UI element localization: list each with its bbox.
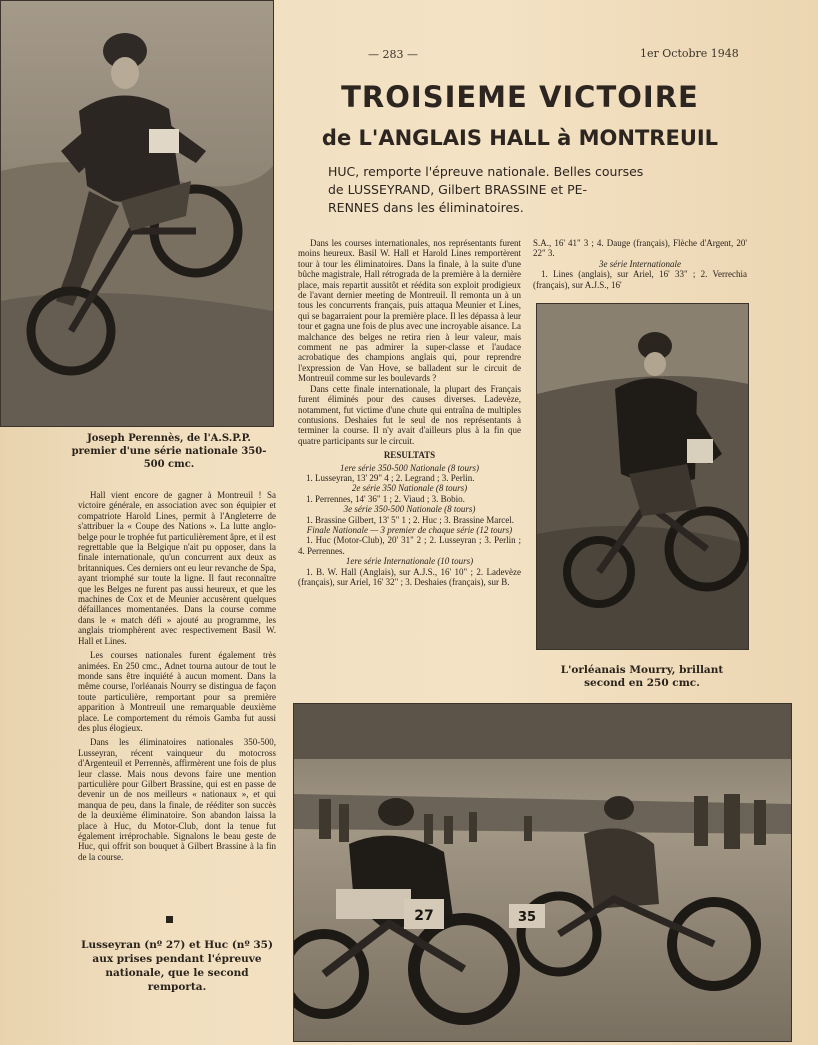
paragraph: Dans les éliminatoires nationales 350-500, Lusseyran, récent vainqueur du motocross d'Argenteuil et Perrennès, affirmèrent une fois de plus leur classe. Mais nous devons faire une mention particulière pour Gilbert Brassine, qui est en passe de devenir un de nos meilleurs « nationaux », et qui manqua de peu, dans la finale, de rééditer son succès de la deuxième éliminatoire. Son abandon laissa la place à Huc, du Motor-Club, dont la tenue fut également irréprochable. Signalons le beau geste de Huc, qui offrit son bouquet à Gilbert Brassine à la fin de la course. xyxy=(78,737,276,862)
caption-photo-mourry: L'orléanais Mourry, brillant second en 250 cmc. xyxy=(560,664,724,689)
results-series-lines: 1. Huc (Motor-Club), 20' 31" 2 ; 2. Lusseyran ; 3. Perlin ; 4. Perrennes. xyxy=(298,535,521,556)
results-series-title: Finale Nationale — 3 premier de chaque série (12 tours) xyxy=(306,524,513,535)
photo-perennes-image xyxy=(1,1,273,426)
photo-race-image xyxy=(294,704,791,1041)
results-series-lines: 1. Brassine Gilbert, 13' 5" 1 ; 2. Huc ; 3. Brassine Marcel. xyxy=(306,514,515,525)
paragraph: Hall vient encore de gagner à Montreuil ! Sa victoire générale, en association avec son équipier et compatriote Harold Lines, permit à l'Angleterre de s'attribuer la « Coupe des Nations ». La lutte anglo-belge pour le trophée fut particulièrement âpre, et il est regrettable que la Belgique n'ait pu opposer, dans la finale internationale, qu'un concurrent aux deux as britanniques. Ces derniers ont eu leur revanche de Spa, ayant triomphé sur toute la ligne. Il faut reconnaître que les Belges ne furent pas aussi heureux, et que les machines de Cox et de Meunier accusèrent quelques défaillances momentanées. Dans la course comme dans le « match défi » ajouté au programme, les anglais triomphèrent avec respectivement Basil W. Hall et Lines. xyxy=(78,490,276,646)
article-column-2 xyxy=(298,238,521,587)
subheadline-line: RENNES dans les éliminatoires. xyxy=(328,200,524,215)
photo-mourry xyxy=(536,303,749,650)
caption-photo-perennes: Joseph Perennès, de l'A.S.P.P. premier d'une série nationale 350-500 cmc. xyxy=(71,433,267,470)
subheadline xyxy=(328,163,718,217)
article-column-3 xyxy=(533,238,747,290)
subheadline-line: HUC, remporte l'épreuve nationale. Belles courses xyxy=(328,164,644,179)
page-number: — 283 — xyxy=(368,48,418,61)
paragraph: Dans cette finale internationale, la plupart des Français furent éliminés pour des causes diverses. Ladevèze, notamment, fut victime d'une chute qui entraîna de multiples contusions. Deshaies fut le seul de nos représentants à terminer la course. Il n'y avait d'ailleurs plus à la fin que quatre participants sur le circuit. xyxy=(298,383,521,446)
caption-photo-race: Lusseyran (nº 27) et Huc (nº 35) aux prises pendant l'épreuve nationale, que le second remporta. xyxy=(81,939,273,993)
issue-date: 1er Octobre 1948 xyxy=(640,47,739,60)
results-series-lines: 1. B. W. Hall (Anglais), sur A.J.S., 16' 10" ; 2. Ladevèze (français), sur Ariel, 16' 32" ; 3. Deshaies (français), sur B. xyxy=(298,566,521,587)
paragraph: Les courses nationales furent également très animées. En 250 cmc., Adnet tourna autour de tout le monde sans être inquiété à aucun moment. Dans la même course, l'orléanais Nourry se distingua de façon toute particulière, remportant pour sa première apparition à Montreuil une remarquable deuxième place. Le comportement du rémois Gamba fut aussi des plus élogieux. xyxy=(78,650,276,733)
results-series-lines: 1. Perrennes, 14' 36" 1 ; 2. Viaud ; 3. Bobio. xyxy=(306,493,465,504)
paragraph: Dans les courses internationales, nos représentants furent moins heureux. Basil W. Hall et Harold Lines remportèrent tour à tour les éliminatoires. Dans la finale, à la suite d'une bûche magistrale, Hall rétrograda de la première à la dernière place, mais repartit aussitôt et réédita son exploit prodigieux de l'avant dernier meeting de Montreuil. Il remonta un à un tous les concurrents français, puis attaqua Meunier et Lines, qui se bagarraient pour la première place. Il les dépassa à leur tour et gagna une fois de plus avec une incroyable aisance. La malchance des belges ne retira rien à leur valeur, mais comment ne pas admirer la super-classe et l'audace acrobatique des champions anglais qui, pour reprendre l'expression de Van Hove, se balladent sur le circuit de Montreuil comme sur les boulevards ? xyxy=(298,238,521,384)
results-heading: RESULTATS xyxy=(383,450,436,461)
section-bullet-square xyxy=(166,916,173,923)
results-series-title: 1ere série Internationale (10 tours) xyxy=(345,556,474,567)
results-series-title: 2e série 350 Nationale (8 tours) xyxy=(351,483,468,494)
rider-number-left: 27 xyxy=(414,908,434,924)
results-series-lines: 1. Lusseyran, 13' 29" 4 ; 2. Legrand ; 3. Perlin. xyxy=(306,472,475,483)
results-section xyxy=(298,450,521,587)
photo-perennes xyxy=(0,0,274,427)
article-column-1 xyxy=(78,490,276,862)
results-series-title: 1ere série 350-500 Nationale (8 tours) xyxy=(340,462,479,473)
photo-mourry-image xyxy=(537,304,748,649)
headline: TROISIEME VICTOIRE xyxy=(341,80,699,114)
results-series-title: 3e série 350-500 Nationale (8 tours) xyxy=(343,504,476,515)
headline-second-line: de L'ANGLAIS HALL à MONTREUIL xyxy=(321,126,719,150)
results-series-title: 3e série Internationale xyxy=(599,258,681,269)
rider-number-right: 35 xyxy=(517,910,537,925)
results-continuation: S.A., 16' 41" 3 ; 4. Dauge (français), Flèche d'Argent, 20' 22" 3. xyxy=(533,238,747,259)
photo-race xyxy=(293,703,792,1042)
results-series-lines: 1. Lines (anglais), sur Ariel, 16' 33" ; 2. Verrechia (français), sur A.J.S., 16' xyxy=(533,269,747,290)
subheadline-line: de LUSSEYRAND, Gilbert BRASSINE et PE- xyxy=(328,182,588,197)
